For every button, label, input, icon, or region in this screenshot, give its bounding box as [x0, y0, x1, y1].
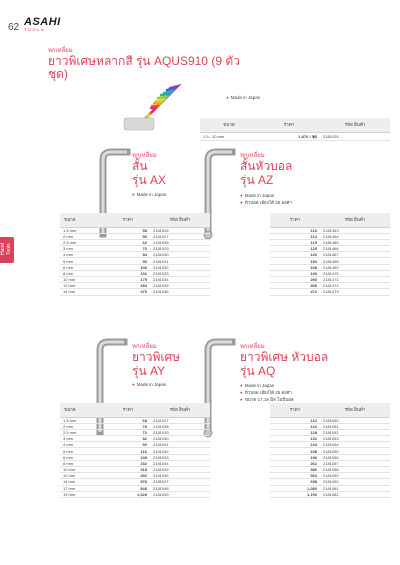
cell-price: 1,870 / ชุด: [258, 132, 320, 140]
ax-spec-table: [60, 213, 210, 296]
cell-code: 2181028: [150, 239, 210, 245]
cell-price: 262: [270, 460, 320, 466]
cell-size: 1.5 - 10 mm: [200, 132, 258, 140]
cell-code: 2181029: [150, 246, 210, 252]
aqus-header-code: รหัส สินค้า: [320, 118, 390, 132]
cell-code: 2181049: [150, 491, 210, 497]
cell-code: 2181033: [150, 270, 210, 276]
cell-size: 14 mm: [60, 289, 106, 295]
cell-code: 2181468: [320, 258, 390, 264]
ax-feature-list: ● Made in Japan: [132, 192, 167, 197]
cell-price: 56: [106, 233, 150, 239]
cell-size: 8 mm: [60, 460, 106, 466]
cell-price: 154: [270, 258, 320, 264]
table-row: [270, 289, 390, 295]
cell-code: 2181037: [150, 417, 210, 423]
cell-size: 12 mm: [60, 283, 106, 289]
cell-code: 2181045: [150, 467, 210, 473]
cell-size: 2 mm: [60, 423, 106, 429]
cell-code: 2181050: [320, 417, 390, 423]
cell-price: 1,190: [270, 491, 320, 497]
cell-size: 4 mm: [60, 252, 106, 258]
ax-small-label: หกเหลี่ยม: [132, 153, 157, 159]
cell-size: 2.5 mm: [60, 239, 106, 245]
az-feature: Made in Japan: [244, 193, 275, 198]
brand-tagline: TOOLS: [24, 27, 45, 32]
ay-header-price: ราคา: [106, 403, 150, 417]
cell-code: 2181031: [150, 258, 210, 264]
cell-size: 12 mm: [60, 473, 106, 479]
cell-price: 386: [270, 467, 320, 473]
cell-code: 2181034: [150, 277, 210, 283]
cell-price: 140: [270, 252, 320, 258]
cell-price: 68: [106, 417, 150, 423]
cell-price: 70: [106, 246, 150, 252]
cell-code: 2181469: [320, 264, 390, 270]
aq-feature: Made in Japan: [244, 383, 275, 388]
ax-header-price: ราคา: [106, 213, 150, 227]
cell-price: 132: [270, 436, 320, 442]
cell-price: 190: [270, 270, 320, 276]
aq-title-line2: รุ่น AQ: [240, 364, 276, 378]
cell-code: 2181051: [320, 423, 390, 429]
aq-feature-list: ● Made in Japan ● หัวบอล เอียงได้ 25 องศา ● ขนาด 17,19 มิล ไม่มีบอล: [240, 383, 294, 402]
cell-price: 62: [106, 239, 150, 245]
az-header-code: รหัส สินค้า: [320, 213, 390, 227]
ay-title-line2: รุ่น AY: [132, 364, 166, 378]
cell-price: 1,080: [270, 485, 320, 491]
cell-price: 175: [106, 277, 150, 283]
cell-size: 3 mm: [60, 246, 106, 252]
cell-code: 2181466: [320, 246, 390, 252]
cell-price: 122: [270, 423, 320, 429]
cell-price: 72: [106, 429, 150, 435]
cell-price: 698: [270, 479, 320, 485]
cell-code: 2181463: [320, 227, 390, 233]
cell-price: 70: [106, 423, 150, 429]
aq-small-label: หกเหลี่ยม: [240, 344, 265, 350]
cell-price: 125: [270, 246, 320, 252]
aqus-spec-table: [200, 118, 390, 141]
cell-size: 17 mm: [60, 485, 106, 491]
cell-price: 115: [270, 239, 320, 245]
cell-code: 2181041: [150, 442, 210, 448]
ay-header-code: รหัส สินค้า: [150, 403, 210, 417]
aq-spec-table: [270, 403, 390, 498]
table-row: [270, 491, 390, 497]
cell-price: 132: [106, 270, 150, 276]
cell-code: 2181057: [320, 460, 390, 466]
side-tab-hand-tools[interactable]: [0, 237, 14, 263]
cell-price: 406: [270, 283, 320, 289]
cell-size: 1.5 mm: [60, 227, 106, 233]
cell-price: 196: [270, 454, 320, 460]
cell-price: 114: [270, 233, 320, 239]
cell-price: 90: [106, 442, 150, 448]
cell-code: 2181030: [150, 252, 210, 258]
table-row: [60, 491, 210, 497]
cell-price: 848: [106, 485, 150, 491]
cell-size: 4 mm: [60, 442, 106, 448]
cell-code: 2181470: [320, 270, 390, 276]
az-spec-table: [270, 213, 390, 296]
cell-code: 2181026: [150, 227, 210, 233]
cell-code: 2181032: [150, 264, 210, 270]
cell-price: 1,028: [106, 491, 150, 497]
cell-code: 2181055: [320, 448, 390, 454]
aqus-feature-list: ● Made in Japan: [226, 95, 261, 100]
aq-title-line1: ยาวพิเศษ หัวบอล: [240, 350, 329, 364]
cell-price: 144: [270, 442, 320, 448]
cell-price: 318: [106, 467, 150, 473]
cell-code: 2181061: [320, 485, 390, 491]
side-tab-label: Hand Tools: [0, 243, 12, 255]
brand-name: ASAHI: [24, 16, 61, 28]
ay-title-line1: ยาวพิเศษ: [132, 350, 181, 364]
cell-price: 470: [106, 289, 150, 295]
cell-size: 10 mm: [60, 467, 106, 473]
az-small-label: หกเหลี่ยม: [240, 153, 265, 159]
cell-code: 2181046: [150, 473, 210, 479]
cell-price: 168: [270, 264, 320, 270]
ax-header-size: ขนาด: [60, 213, 106, 227]
cell-price: 116: [270, 227, 320, 233]
ay-small-label: หกเหลี่ยม: [132, 344, 157, 350]
cell-code: 2181040: [150, 436, 210, 442]
cell-code: 2181044: [150, 460, 210, 466]
cell-code: 2181058: [320, 467, 390, 473]
cell-price: 250: [270, 277, 320, 283]
aqus-feature: Made in Japan: [230, 95, 261, 100]
cell-code: 2181038: [150, 423, 210, 429]
cell-price: 158: [270, 448, 320, 454]
cell-code: 2181052: [320, 429, 390, 435]
cell-size: 5 mm: [60, 258, 106, 264]
cell-price: 492: [106, 473, 150, 479]
cell-size: 2.5 mm: [60, 429, 106, 435]
ay-feature: Made in Japan: [136, 382, 167, 387]
table-row: [60, 289, 210, 295]
cell-code: 2181464: [320, 233, 390, 239]
ay-spec-table: [60, 403, 210, 498]
cell-code: 2181054: [320, 442, 390, 448]
ay-header-size: ขนาด: [60, 403, 106, 417]
cell-code: 2181473: [320, 289, 390, 295]
cell-code: 2181035: [150, 283, 210, 289]
cell-price: 138: [106, 454, 150, 460]
az-title-line2: รุ่น AZ: [240, 173, 274, 187]
cell-size: 3 mm: [60, 436, 106, 442]
cell-code: 2181059: [320, 473, 390, 479]
cell-code: 2181060: [320, 479, 390, 485]
cell-size: 6 mm: [60, 264, 106, 270]
cell-price: 128: [270, 429, 320, 435]
cell-price: 82: [106, 436, 150, 442]
cell-size: 1.5 mm: [60, 417, 106, 423]
cell-price: 90: [106, 258, 150, 264]
cell-code: 2181056: [320, 454, 390, 460]
az-title-line1: สั้นหัวบอล: [240, 159, 293, 173]
cell-code: 2181048: [150, 485, 210, 491]
cell-price: 84: [106, 252, 150, 258]
table-row: [200, 132, 390, 140]
cell-code: 2181043: [150, 454, 210, 460]
cell-code: 2181465: [320, 239, 390, 245]
cell-code: 2181053: [320, 436, 390, 442]
cell-code: 2181042: [150, 448, 210, 454]
cell-size: 5 mm: [60, 448, 106, 454]
ax-title-line2: รุ่น AX: [132, 173, 166, 187]
cell-size: 8 mm: [60, 270, 106, 276]
cell-code: 2181472: [320, 283, 390, 289]
aqus-header-size: ขนาด: [200, 118, 258, 132]
cell-size: 14 mm: [60, 479, 106, 485]
cell-code: 2181027: [150, 233, 210, 239]
cell-code: 2181036: [150, 289, 210, 295]
cell-size: 10 mm: [60, 277, 106, 283]
cell-code: 2181471: [320, 277, 390, 283]
cell-code: 2181467: [320, 252, 390, 258]
az-feature-list: ● Made in Japan ● หัวบอล เอียงได้ 25 องศา: [240, 193, 292, 205]
cell-price: 284: [106, 283, 150, 289]
cell-price: 106: [106, 264, 150, 270]
brand-logo: [24, 16, 66, 36]
cell-price: 116: [106, 448, 150, 454]
cell-price: 122: [270, 417, 320, 423]
aqus-title: ยาวพิเศษหลากสี รุ่น AQUS910 (9 ตัวชุด): [48, 54, 240, 81]
aq-header-price: ราคา: [270, 403, 320, 417]
cell-size: 2 mm: [60, 233, 106, 239]
rainbow-hex-key-set-image: [118, 82, 188, 132]
az-header-price: ราคา: [270, 213, 320, 227]
cell-size: 6 mm: [60, 454, 106, 460]
aq-header-code: รหัส สินค้า: [320, 403, 390, 417]
aq-feature: ขนาด 17,19 มิล ไม่มีบอล: [244, 397, 294, 402]
az-feature: หัวบอล เอียงได้ 25 องศา: [244, 200, 292, 205]
cell-code: 2181062: [320, 491, 390, 497]
ax-title-line1: สั้น: [132, 159, 148, 173]
aq-feature: หัวบอล เอียงได้ 25 องศา: [244, 390, 292, 395]
cell-code: 2181025: [320, 132, 390, 140]
aqus-small-label: หกเหลี่ยม: [48, 48, 73, 54]
ax-feature: Made in Japan: [136, 192, 167, 197]
cell-price: 58: [106, 227, 150, 233]
cell-price: 578: [106, 479, 150, 485]
cell-price: 564: [270, 473, 320, 479]
cell-code: 2181047: [150, 479, 210, 485]
cell-code: 2181039: [150, 429, 210, 435]
ax-header-code: รหัส สินค้า: [150, 213, 210, 227]
page-number: 62: [8, 22, 20, 33]
cell-price: 232: [106, 460, 150, 466]
cell-price: 472: [270, 289, 320, 295]
ay-feature-list: ● Made in Japan: [132, 382, 167, 387]
aqus-header-price: ราคา: [258, 118, 320, 132]
cell-size: 19 mm: [60, 491, 106, 497]
